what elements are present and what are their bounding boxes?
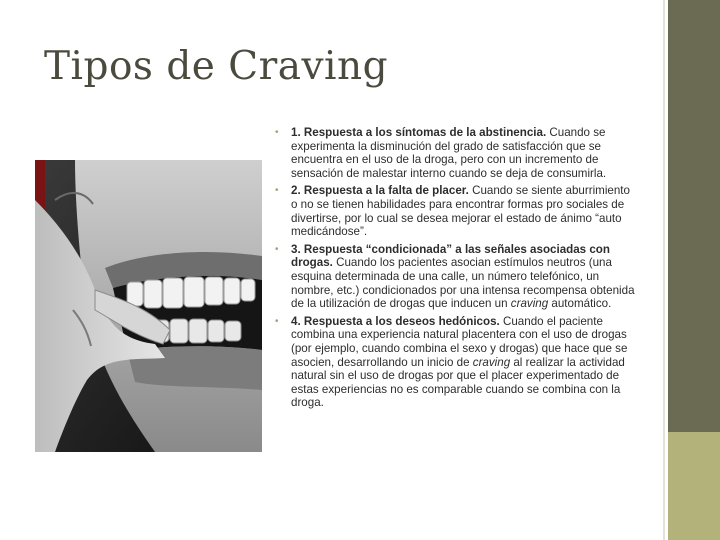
item-text: automático. [548,297,612,311]
bullet-list-container [275,126,637,414]
bullet-icon: • [275,127,279,138]
item-text-italic: craving [510,297,549,311]
bullet-list [275,126,637,410]
item-text-italic: craving [472,355,511,369]
bullet-icon: • [275,243,279,255]
accent-bar-light [668,432,720,540]
mouth-biting-finger-photo [35,160,262,452]
list-item [275,243,637,311]
accent-bar-dark [668,0,720,432]
bullet-icon: • [275,185,279,197]
item-lead: 3. Respuesta “condicionada” a las señales asociadas con drogas. [291,242,610,270]
slide-title: Tipos de Craving [44,44,389,89]
item-text: Cuando se siente aburrimiento o no se tienen habilidades para encontrar formas pro sociales de divertirse, por lo cual se desea mejorar el estado de ánimo “auto medicándose”. [291,184,630,239]
item-lead: 4. Respuesta a los deseos hedónicos. [291,314,500,328]
photo-illustration [35,160,262,452]
item-text: Cuando se experimenta la disminución del grado de satisfacción que se encuentra en el uso de la droga, pero con un incremento de sensación de malestar interno cuando se deja de consumirla. [291,126,607,180]
side-divider [663,0,665,540]
list-item [275,315,637,410]
list-item [275,126,637,180]
list-item [275,184,637,238]
bullet-icon: • [275,315,279,327]
item-text: Cuando el paciente combina una experiencia natural placentera con el uso de drogas (por ejemplo, cuando combina el sexo y drogas) que hace que se asocien, desarrollando un inicio de [291,314,628,369]
item-text: Cuando los pacientes asocian estímulos neutros (una esquina determinada de una calle, un número telefónico, un nombre, etc.) condicionados por una intensa recompensa obtenida de la utilización de drogas que inducen un [291,256,635,311]
item-lead: 1. Respuesta a los síntomas de la abstinencia. [291,126,547,139]
item-text: al realizar la actividad natural sin el uso de drogas por que el placer experimentado de estas experiencias no es comparable cuando se combina con la droga. [291,355,625,410]
item-lead: 2. Respuesta a la falta de placer. [291,184,469,198]
